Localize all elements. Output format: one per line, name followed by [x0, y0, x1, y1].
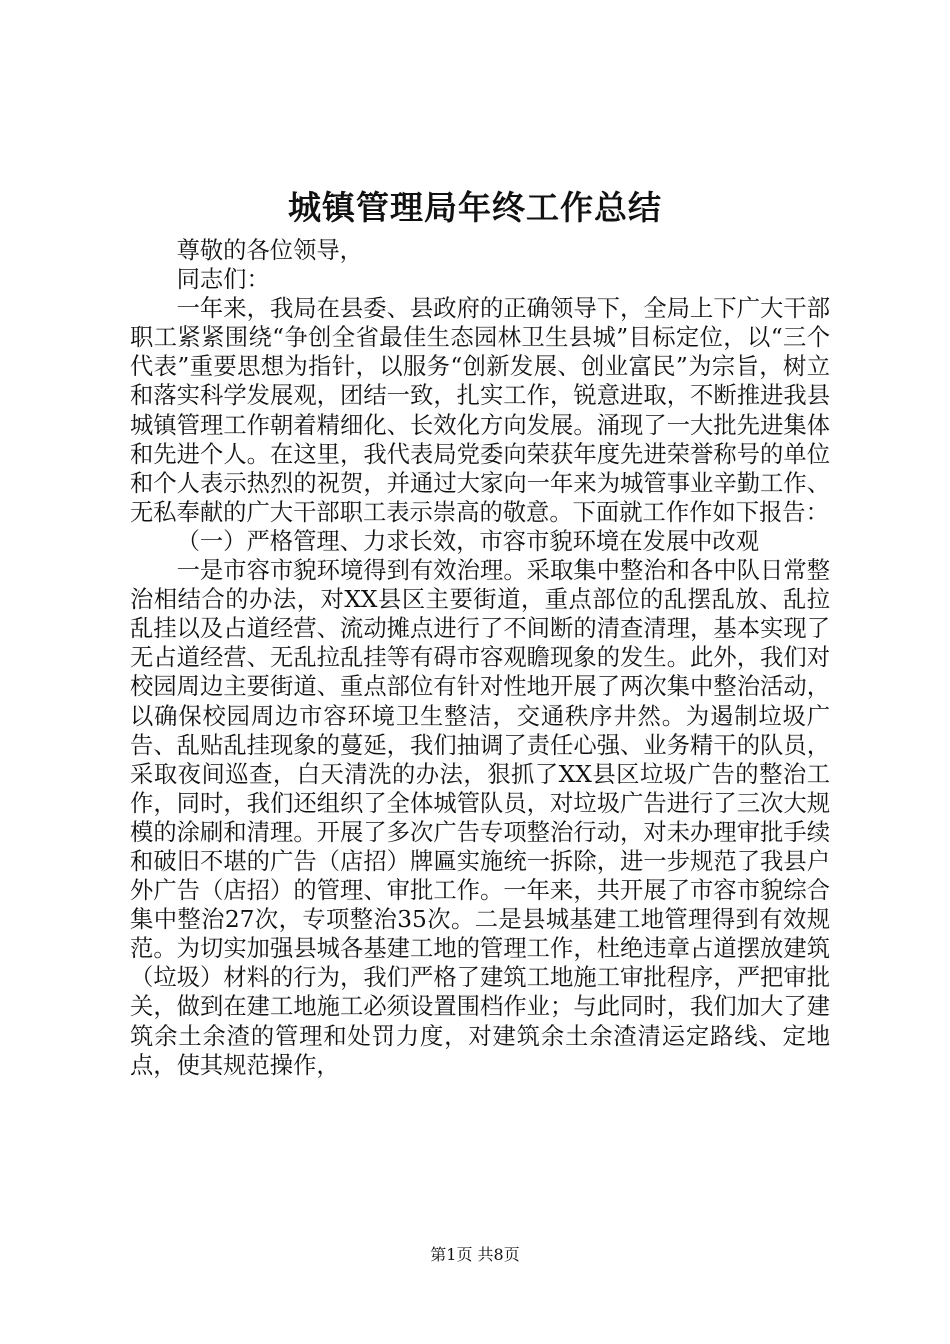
body-paragraph: 一是市容市貌环境得到有效治理。采取集中整治和各中队日常整治相结合的办法，对XX县区主要街道，重点部位的乱摆乱放、乱拉乱挂以及占道经营、流动摊点进行了不间断的清查清理，基本实现了无占道经营、无乱拉乱挂等有碍市容观瞻现象的发生。此外，我们对校园周边主要街道、重点部位有针对性地开展了两次集中整治活动，以确保校园周边市容环境卫生整洁，交通秩序井然。为遏制垃圾广告、乱贴乱挂现象的蔓延，我们抽调了责任心强、业务精干的队员，采取夜间巡查，白天清洗的办法，狠抓了XX县区垃圾广告的整治工作，同时，我们还组织了全体城管队员，对垃圾广告进行了三次大规模的涂刷和清理。开展了多次广告专项整治行动，对未办理审批手续和破旧不堪的广告（店招）牌匾实施统一拆除，进一步规范了我县户外广告（店招）的管理、审批工作。一年来，共开展了市容市貌综合集中整治27次，专项整治35次。二是县城基建工地管理得到有效规范。为切实加强县城各基建工地的管理工作，杜绝违章占道摆放建筑（垃圾）材料的行为，我们严格了建筑工地施工审批程序，严把审批关，做到在建工地施工必须设置围档作业；与此同时，我们加大了建筑余土余渣的管理和处罚力度，对建筑余土余渣清运定路线、定地点，使其规范操作，: [130, 557, 830, 1079]
salutation-line-1: 尊敬的各位领导，: [176, 237, 363, 264]
salutation-line-2: 同志们：: [176, 266, 270, 294]
intro-paragraph: 一年来，我局在县委、县政府的正确领导下，全局上下广大干部职工紧紧围绕“争创全省最佳生态园林卫生县城”目标定位，以“三个代表”重要思想为指针，以服务“创新发展、创业富民”为宗旨，树立和落实科学发展观，团结一致，扎实工作，锐意进取，不断推进我县城镇管理工作朝着精细化、长效化方向发展。涌现了一大批先进集体和先进个人。在这里，我代表局党委向荣获年度先进荣誉称号的单位和个人表示热烈的祝贺，并通过大家向一年来为城管事业辛勤工作、无私奉献的广大干部职工表示崇高的敬意。下面就工作作如下报告：: [130, 295, 830, 526]
document-body: [130, 236, 830, 1080]
page-number-footer: 第1页 共8页: [430, 1245, 520, 1264]
section-heading: （一）严格管理、力求长效，市容市貌环境在发展中改观: [176, 527, 760, 555]
document-title: 城镇管理局年终工作总结: [288, 188, 662, 227]
